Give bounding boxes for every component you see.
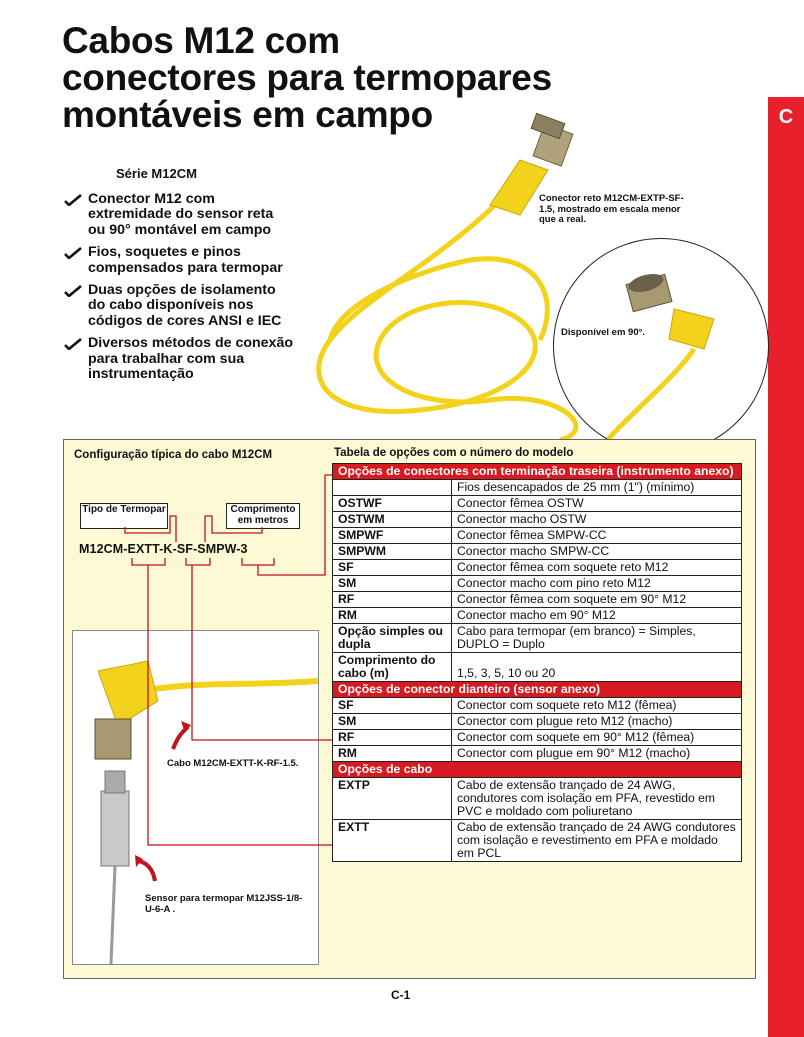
section-header: Opções de conector dianteiro (sensor anexo) [333,682,742,698]
length-label: Comprimento em metros [226,503,300,529]
options-table [332,463,742,862]
page-number: C-1 [391,988,411,1002]
table-row: EXTT Cabo de extensão trançado de 24 AWG condutores com isolação e revestimento em PFA e moldado em PCL [333,820,742,862]
straight-connector-caption: Conector reto M12CM-EXTP-SF-1.5, mostrado em escala menor que a real. [539,193,684,225]
table-row: SMPWF Conector fêmea SMPW-CC [333,528,742,544]
model-number: M12CM-EXTT-K-SF-SMPW-3 [79,542,248,556]
angled-connector-caption: Disponível em 90°. [561,327,646,338]
table-row: Opção simples ou dupla Cabo para termopar (em branco) = Simples, DUPLO = Duplo [333,624,742,653]
section-header: Opções de conectores com terminação traseira (instrumento anexo) [333,464,742,480]
table-row: SM Conector com plugue reto M12 (macho) [333,714,742,730]
table-row: SF Conector com soquete reto M12 (fêmea) [333,698,742,714]
table-row: SF Conector fêmea com soquete reto M12 [333,560,742,576]
feature-item: Conector M12 com extremidade do sensor reta ou 90° montável em campo [64,192,294,238]
table-row: RM Conector com plugue em 90° M12 (macho) [333,746,742,762]
section-header: Opções de cabo [333,762,742,778]
table-row: RM Conector macho em 90° M12 [333,608,742,624]
table-row: SMPWM Conector macho SMPW-CC [333,544,742,560]
title-line-1: Cabos M12 com [62,20,340,61]
config-title: Configuração típica do cabo M12CM [74,449,273,461]
feature-item: Duas opções de isolamento do cabo disponíveis nos códigos de cores ANSI e IEC [64,283,294,329]
feature-item: Diversos métodos de conexão para trabalhar com sua instrumentação [64,336,294,382]
sensor-caption: Sensor para termopar M12JSS-1/8-U-6-A . [145,893,303,915]
section-tab-letter: C [778,106,794,128]
table-row: Comprimento do cabo (m) 1,5, 3, 5, 10 ou 20 [333,653,742,682]
table-title: Tabela de opções com o número do modelo [334,447,574,459]
table-row: RF Conector com soquete em 90° M12 (fêmea) [333,730,742,746]
table-row: Fios desencapados de 25 mm (1") (mínimo) [333,480,742,496]
title-line-2: conectores para termopares [62,57,552,98]
feature-item: Fios, soquetes e pinos compensados para termopar [64,245,294,276]
table-row: OSTWM Conector macho OSTW [333,512,742,528]
title-line-3: montáveis em campo [62,94,433,135]
table-row: EXTP Cabo de extensão trançado de 24 AWG, condutores com isolação em PFA, revestido em PVC e moldado com poliuretano [333,778,742,820]
series-label: Série M12CM [116,166,197,181]
table-row: SM Conector macho com pino reto M12 [333,576,742,592]
tc-type-label: Tipo de Termopar [80,503,168,529]
table-row: OSTWF Conector fêmea OSTW [333,496,742,512]
cable-caption: Cabo M12CM-EXTT-K-RF-1.5. [167,758,299,769]
table-row: RF Conector fêmea com soquete em 90° M12 [333,592,742,608]
